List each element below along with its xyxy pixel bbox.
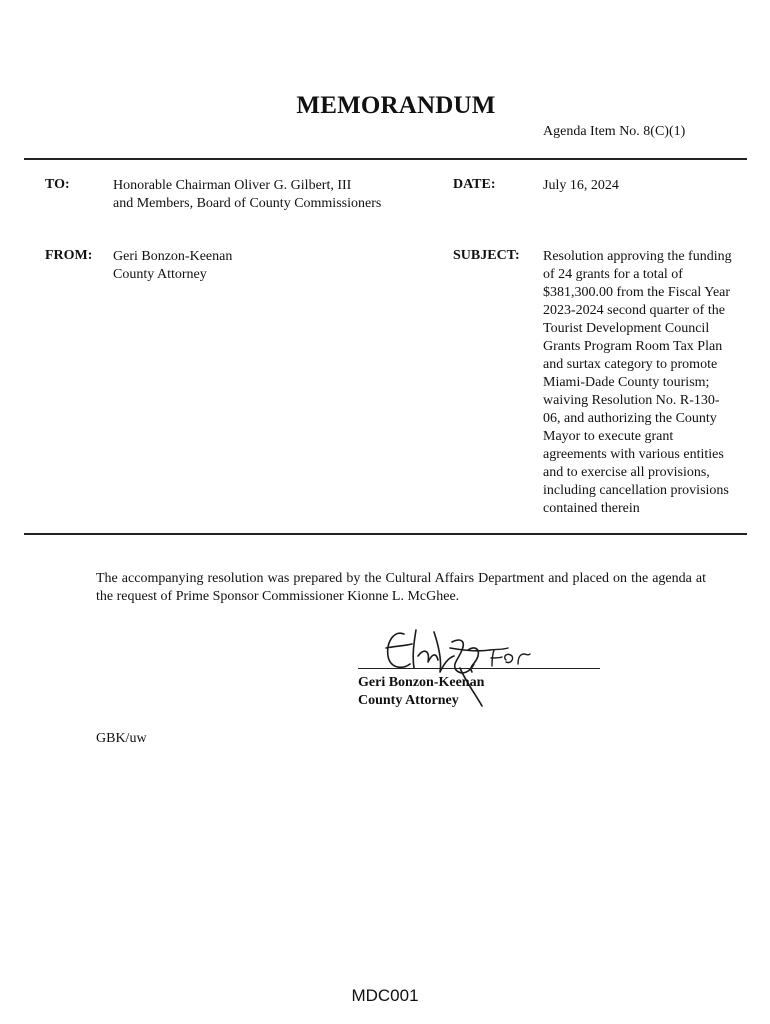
to-recipient	[113, 177, 381, 213]
signatory-name: Geri Bonzon-Keenan	[358, 675, 485, 690]
document-code: MDC001	[351, 986, 419, 1005]
to-line: Honorable Chairman Oliver G. Gilbert, III	[113, 178, 352, 193]
subject-line: contained therein	[543, 501, 640, 516]
bottom-divider	[24, 533, 747, 535]
to-line: and Members, Board of County Commissioners	[113, 196, 382, 211]
subject-line: Miami-Dade County tourism;	[543, 375, 710, 390]
signature-for-note: For	[556, 638, 558, 639]
signatory-title: County Attorney	[358, 693, 459, 708]
subject-line: and surtax category to promote	[543, 357, 718, 372]
signature-line	[358, 668, 600, 669]
typist-initials: GBK/uw	[96, 731, 147, 746]
subject-line: including cancellation provisions	[543, 483, 729, 498]
agenda-item-number: Agenda Item No. 8(C)(1)	[543, 124, 686, 139]
subject-line: Resolution approving the funding	[543, 249, 732, 264]
subject-line: $381,300.00 from the Fiscal Year	[543, 285, 731, 300]
from-sender	[113, 248, 232, 284]
memo-title: MEMORANDUM	[296, 92, 496, 119]
subject-line: of 24 grants for a total of	[543, 267, 683, 282]
top-divider	[24, 158, 747, 160]
subject-label: SUBJECT:	[453, 248, 520, 263]
to-label: TO:	[45, 177, 70, 192]
from-line: Geri Bonzon-Keenan	[113, 249, 233, 264]
subject-line: agreements with various entities	[543, 447, 724, 462]
from-line: County Attorney	[113, 267, 207, 282]
from-label: FROM:	[45, 248, 93, 263]
date-label: DATE:	[453, 177, 496, 192]
body-paragraph: The accompanying resolution was prepared by the Cultural Affairs Department and placed on the agenda at the request of Prime Sponsor Commissioner Kionne L. McGhee.	[96, 571, 706, 604]
signatory	[358, 674, 484, 710]
subject-line: waiving Resolution No. R-130-	[543, 393, 720, 408]
subject-line: 06, and authorizing the County	[543, 411, 717, 426]
subject-text	[543, 248, 732, 518]
subject-line: Grants Program Room Tax Plan	[543, 339, 723, 354]
signature-block	[356, 620, 606, 715]
subject-line: and to exercise all provisions,	[543, 465, 710, 480]
date-value: July 16, 2024	[543, 178, 619, 193]
subject-line: Tourist Development Council	[543, 321, 710, 336]
subject-line: 2023-2024 second quarter of the	[543, 303, 725, 318]
subject-line: Mayor to execute grant	[543, 429, 674, 444]
